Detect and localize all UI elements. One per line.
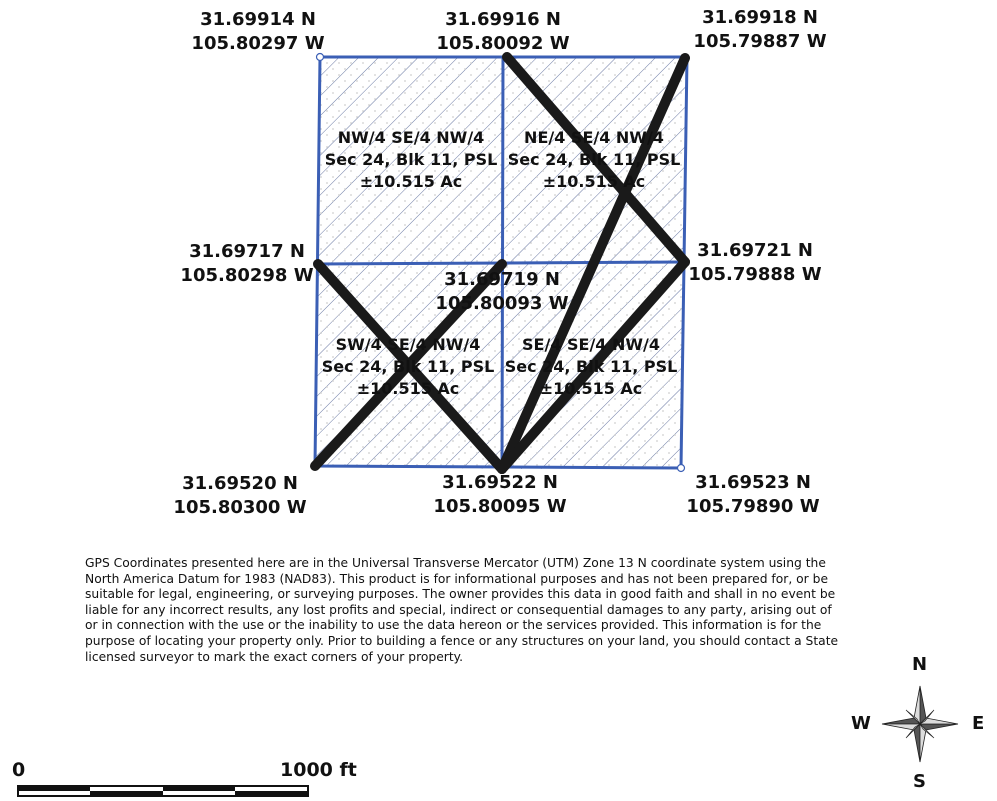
parcel-acreage: ±10.515 Ac xyxy=(359,172,463,191)
corner-label-top-right xyxy=(680,6,840,54)
corner-lat: 31.69721 N xyxy=(697,240,813,261)
compass-west-label: W xyxy=(851,713,871,734)
scale-bar-segment-1 xyxy=(18,786,90,791)
parcel-acreage: ±10.515 Ac xyxy=(356,379,460,398)
parcel-section: Sec 24, Blk 11, PSL xyxy=(507,150,681,169)
corner-lat: 31.69914 N xyxy=(200,9,316,30)
corner-lon: 105.80300 W xyxy=(173,497,307,518)
parcel-section: Sec 24, Blk 11, PSL xyxy=(504,357,678,376)
corner-label-bottom-right xyxy=(678,471,828,519)
parcel-description: SW/4 SE/4 NW/4 xyxy=(335,335,481,354)
corner-lat: 31.69918 N xyxy=(702,7,818,28)
scale-bar xyxy=(18,786,308,796)
corner-lon: 105.80092 W xyxy=(436,33,570,54)
corner-label-bottom-left xyxy=(165,472,315,520)
corner-lon: 105.80298 W xyxy=(180,265,314,286)
compass-rose-icon xyxy=(882,686,958,762)
corner-lat: 31.69719 N xyxy=(444,269,560,290)
parcel-description: NE/4 SE/4 NW/4 xyxy=(524,128,664,147)
scale-bar-segment-3 xyxy=(163,786,235,791)
parcel-section: Sec 24, Blk 11, PSL xyxy=(324,150,498,169)
scale-bar-start-label: 0 xyxy=(12,759,26,781)
corner-lon: 105.79890 W xyxy=(686,496,820,517)
compass-south-label: S xyxy=(913,771,926,792)
corner-lat: 31.69520 N xyxy=(182,473,298,494)
parcel-description: SE/4 SE/4 NW/4 xyxy=(521,335,660,354)
parcel-label-se xyxy=(496,334,686,400)
compass-east-label: E xyxy=(972,713,985,734)
corner-label-top-left xyxy=(178,8,338,56)
corner-label-mid-right xyxy=(680,239,830,287)
corner-label-mid-left xyxy=(172,240,322,288)
corner-lat: 31.69717 N xyxy=(189,241,305,262)
scale-bar-segment-2 xyxy=(90,791,163,796)
corner-label-bottom-center xyxy=(420,471,580,519)
parcel-section: Sec 24, Blk 11, PSL xyxy=(321,357,495,376)
corner-lon: 105.80095 W xyxy=(433,496,567,517)
corner-lon: 105.79887 W xyxy=(693,31,827,52)
scale-bar-segment-4 xyxy=(235,791,308,796)
parcel-description: NW/4 SE/4 NW/4 xyxy=(337,128,485,147)
parcel-label-nw xyxy=(316,127,506,193)
compass-north-label: N xyxy=(912,654,928,675)
corner-lon: 105.80093 W xyxy=(435,293,569,314)
corner-lat: 31.69916 N xyxy=(445,9,561,30)
corner-lon: 105.80297 W xyxy=(191,33,325,54)
corner-label-top-center xyxy=(423,8,583,56)
corner-lat: 31.69523 N xyxy=(695,472,811,493)
corner-lat: 31.69522 N xyxy=(442,472,558,493)
scale-bar-end-label: 1000 ft xyxy=(280,759,357,781)
parcel-label-ne xyxy=(499,127,689,193)
parcel-acreage: ±10.515 Ac xyxy=(542,172,646,191)
corner-label-center xyxy=(422,268,582,316)
disclaimer-text: GPS Coordinates presented here are in the Universal Transverse Mercator (UTM) Zone 13 N coordinate system using the North America Datum for 1983 (NAD83). This product is for informational purposes and has not been prepared for, or be suitable for legal, engineering, or surveying purposes. The owner provides this data in good faith and shall in no event be liable for any incorrect results, any lost profits and special, indirect or consequential damages to any party, arising out of or in connection with the use or the inability to use the data hereon or the services provided. This information is for the purpose of locating your property only. Prior to building a fence or any structures on your land, you should contact a State licensed surveyor to mark the exact corners of your property. xyxy=(85,556,839,664)
parcel-label-sw xyxy=(313,334,503,400)
parcel-acreage: ±10.515 Ac xyxy=(539,379,643,398)
corner-lon: 105.79888 W xyxy=(688,264,822,285)
